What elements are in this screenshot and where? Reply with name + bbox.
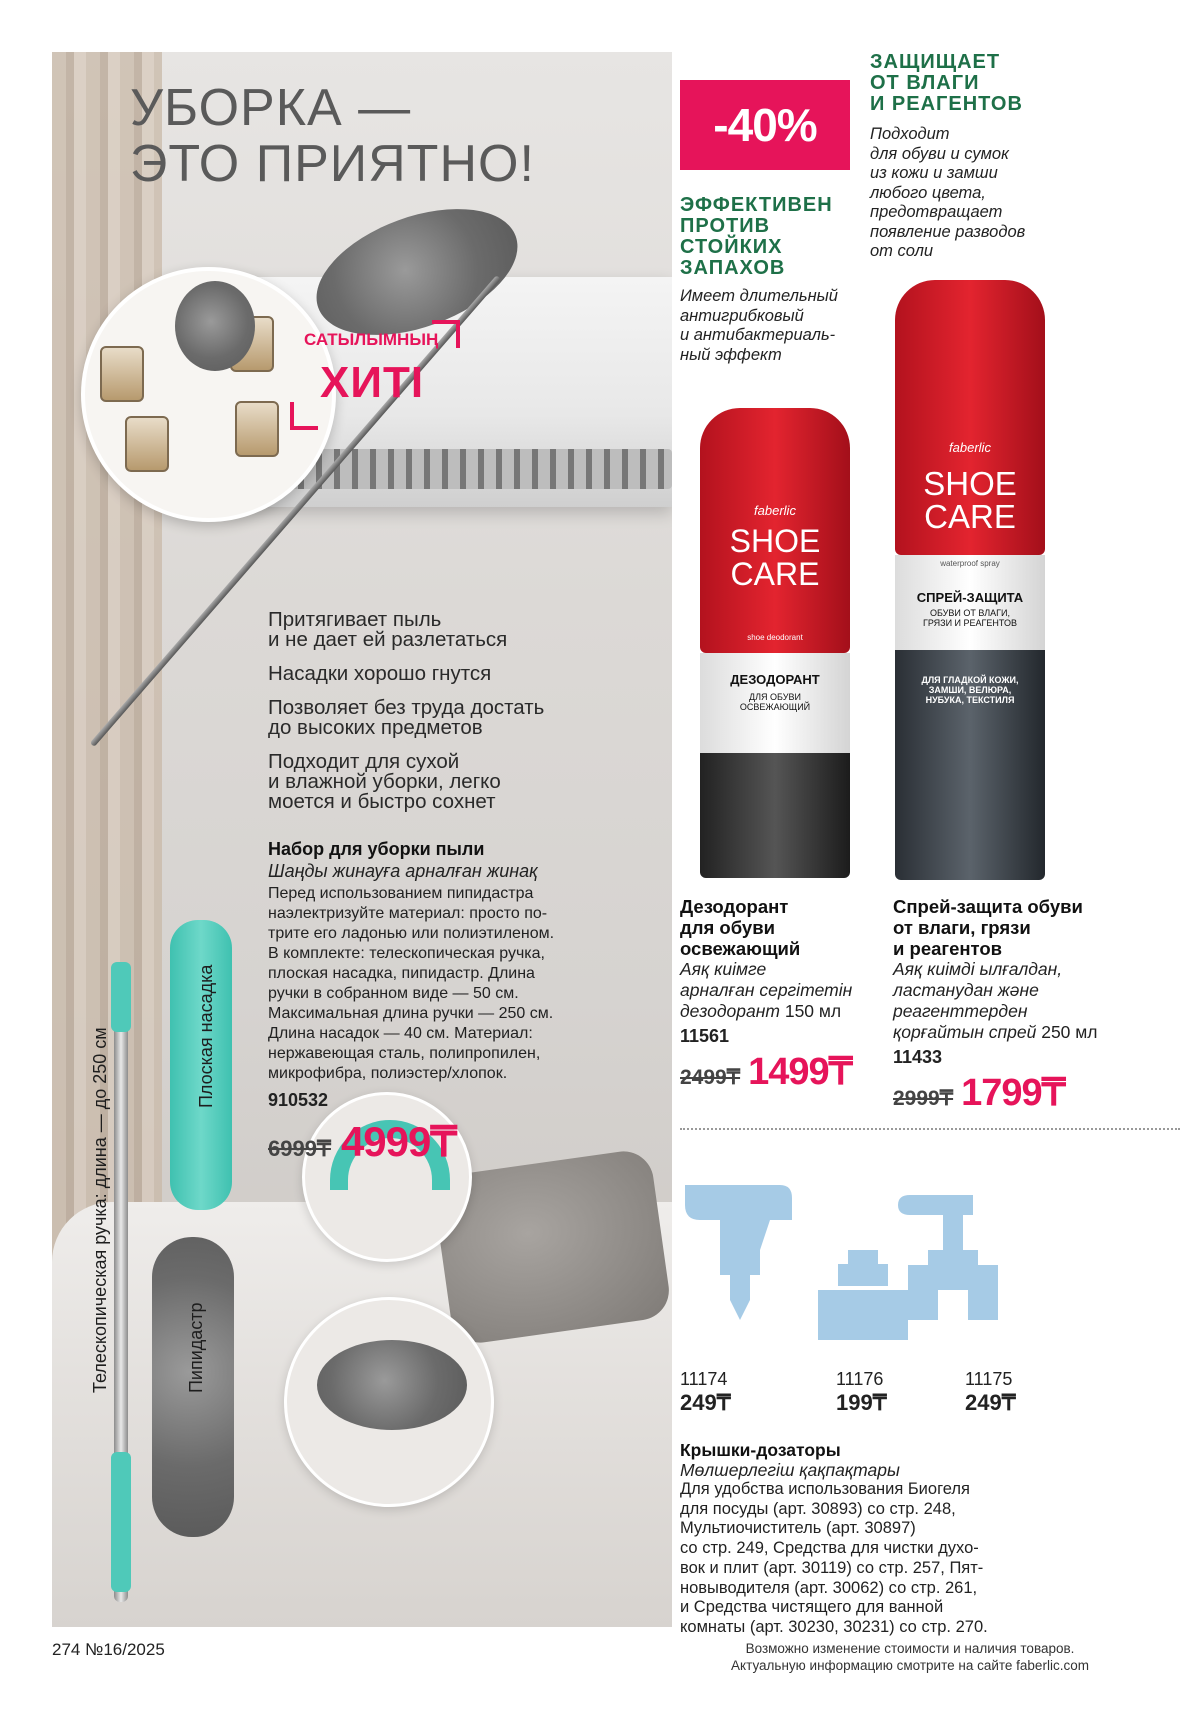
feature-item: Позволяет без труда достать до высоких предметов — [268, 696, 545, 739]
subtitle-text: Аяқ киімді ылғалдан, ластанудан және реагенттерден қорғайтын спрей — [893, 959, 1063, 1042]
effective-heading: ЭФФЕКТИВЕН ПРОТИВ СТОЙКИХ ЗАПАХОВ — [680, 194, 833, 279]
product-subtitle — [680, 959, 895, 1022]
cap-price: 249₸ — [965, 1390, 1016, 1415]
product-description: Для удобства использования Биогеля для посуды (арт. 30893) со стр. 248, Мультиочиститель (арт. 30897) со стр. 249, Средства для чистки духо- вок и плит (арт. 30119) со стр. 257, Пят- новыводителя (арт. 30062) со стр. 261, и Средства чистящего для ванной комнаты (арт. 30230, 30231) со стр. 270. — [680, 1480, 988, 1636]
footer-disclaimer: Возможно изменение стоимости и наличия товаров. Актуальную информацию смотрите на сайте faberlic.com — [731, 1641, 1089, 1673]
can-label-small: ДЛЯ ГЛАДКОЙ КОЖИ, ЗАМШИ, ВЕЛЮРА, НУБУКА, ТЕКСТИЛЯ — [921, 675, 1019, 705]
lamp-1 — [100, 346, 144, 402]
spray-product — [893, 896, 1173, 1115]
effective-note: Имеет длительный антигрибковый и антибактериаль- ный эффект — [680, 287, 838, 364]
can-brand: faberlic — [949, 440, 991, 455]
cap-price: 199₸ — [836, 1390, 887, 1415]
pipidastr-label: Пипидастр — [186, 1302, 206, 1393]
protects-heading: ЗАЩИЩАЕТ ОТ ВЛАГИ И РЕАГЕНТОВ — [870, 51, 1023, 115]
duster-on-chandelier — [175, 281, 255, 371]
product-title: Спрей-защита обуви от влаги, грязи и реагентов — [893, 896, 1083, 959]
can-label: ДЕЗОДОРАНТ — [730, 672, 820, 687]
product-volume: 150 мл — [784, 1001, 842, 1021]
can-kind: waterproof spray — [940, 559, 1000, 568]
handle-grip-bottom — [111, 1452, 131, 1592]
badge-main-text: ХИТІ — [320, 358, 425, 407]
pump-cap-icon — [898, 1190, 1008, 1340]
new-price: 1499₸ — [748, 1051, 852, 1093]
lamp-3 — [125, 416, 169, 472]
price-row — [680, 1049, 895, 1094]
cap-article: 11175 — [965, 1369, 1013, 1389]
can-line1: SHOE — [923, 465, 1017, 502]
cap-item — [965, 1368, 1085, 1416]
page-number: 274 №16/2025 — [52, 1640, 165, 1659]
can-label-sub: ОБУВИ ОТ ВЛАГИ, ГРЯЗИ И РЕАГЕНТОВ — [922, 608, 1018, 628]
duster-bend-inset — [284, 1297, 494, 1507]
can-label: СПРЕЙ-ЗАЩИТА — [916, 590, 1024, 605]
cap-price: 249₸ — [680, 1390, 731, 1415]
product-subtitle: Шаңды жинауға арналған жинақ — [268, 861, 538, 881]
can-line2: CARE — [730, 556, 820, 592]
deodorant-can-image — [700, 408, 850, 878]
cap-item — [836, 1368, 956, 1416]
cap-item — [680, 1368, 800, 1416]
price-row — [893, 1070, 1173, 1115]
product-subtitle — [893, 959, 1173, 1043]
section-divider — [680, 1128, 1180, 1130]
product-article: 11561 — [680, 1026, 730, 1046]
product-title: Дезодорант для обуви освежающий — [680, 896, 801, 959]
handle-grip-top — [111, 962, 131, 1032]
subtitle-text: Аяқ киімге арналған сергітетін дезодорант — [680, 959, 853, 1021]
caps-description — [680, 1440, 1150, 1638]
discount-badge: -40% — [680, 80, 850, 170]
product-title: Крышки-дозаторы — [680, 1440, 841, 1460]
cap-article: 11174 — [680, 1369, 728, 1389]
feature-item: Насадки хорошо гнутся — [268, 662, 492, 685]
feature-item: Притягивает пыль и не дает ей разлетаться — [268, 608, 508, 651]
feature-list — [268, 610, 618, 826]
product-article: 910532 — [268, 1090, 329, 1110]
telescopic-handle-label: Телескопическая ручка: длина — до 250 см — [90, 1027, 110, 1393]
old-price: 2499₸ — [680, 1066, 741, 1089]
can-label-sub: ДЛЯ ОБУВИ ОСВЕЖАЮЩИЙ — [739, 692, 811, 712]
product-description: Перед использованием пипидастра наэлектризуйте материал: просто по- трите его ладонью или полиэтиленом. В комплекте: телескопическая ручка, плоская насадка, пипидастр. Длина ручки в собранном виде — 50 см. Максимальная длина ручки — 250 см. Длина насадок — 40 см. Материал: нержавеющая сталь, полипропилен, микрофибра, полиэстер/хлопок. — [268, 885, 555, 1082]
new-price: 4999₸ — [340, 1118, 457, 1165]
protects-callout — [870, 52, 1170, 262]
bestseller-badge — [290, 320, 460, 430]
product-title: Набор для уборки пыли — [268, 839, 485, 859]
telescopic-handle-image — [114, 962, 128, 1602]
product-subtitle: Мөлшерлегіш қақпақтары — [680, 1460, 900, 1480]
can-bottom — [700, 753, 850, 878]
protects-note: Подходит для обуви и сумок из кожи и замши любого цвета, предотвращает появление разводов от соли — [870, 125, 1026, 260]
can-kind: shoe deodorant — [747, 633, 803, 642]
can-line2: CARE — [924, 498, 1016, 535]
new-price: 1799₸ — [961, 1072, 1065, 1114]
trigger-sprayer-icon — [680, 1180, 800, 1340]
cap-article: 11176 — [836, 1369, 884, 1389]
dust-set-product — [268, 838, 618, 1166]
badge-top-text: САТЫЛЫМНЫҢ — [304, 330, 439, 349]
spray-can-image — [895, 280, 1045, 880]
can-brand: faberlic — [754, 503, 796, 518]
can-line1: SHOE — [729, 523, 821, 559]
duster-bend-head — [317, 1340, 467, 1430]
old-price: 2999₸ — [893, 1087, 954, 1110]
effective-callout — [680, 195, 880, 365]
flat-nozzle-label: Плоская насадка — [196, 964, 216, 1108]
old-price: 6999₸ — [268, 1136, 331, 1161]
deodorant-product — [680, 896, 895, 1094]
product-article: 11433 — [893, 1047, 943, 1067]
badge-corner-bl — [290, 402, 318, 430]
lamp-4 — [235, 401, 279, 457]
feature-item: Подходит для сухой и влажной уборки, легко моется и быстро сохнет — [268, 750, 501, 813]
flip-cap-icon — [818, 1250, 908, 1340]
product-volume: 250 мл — [1041, 1022, 1098, 1042]
page-headline: УБОРКА — ЭТО ПРИЯТНО! — [130, 79, 535, 193]
price-row — [268, 1117, 618, 1166]
